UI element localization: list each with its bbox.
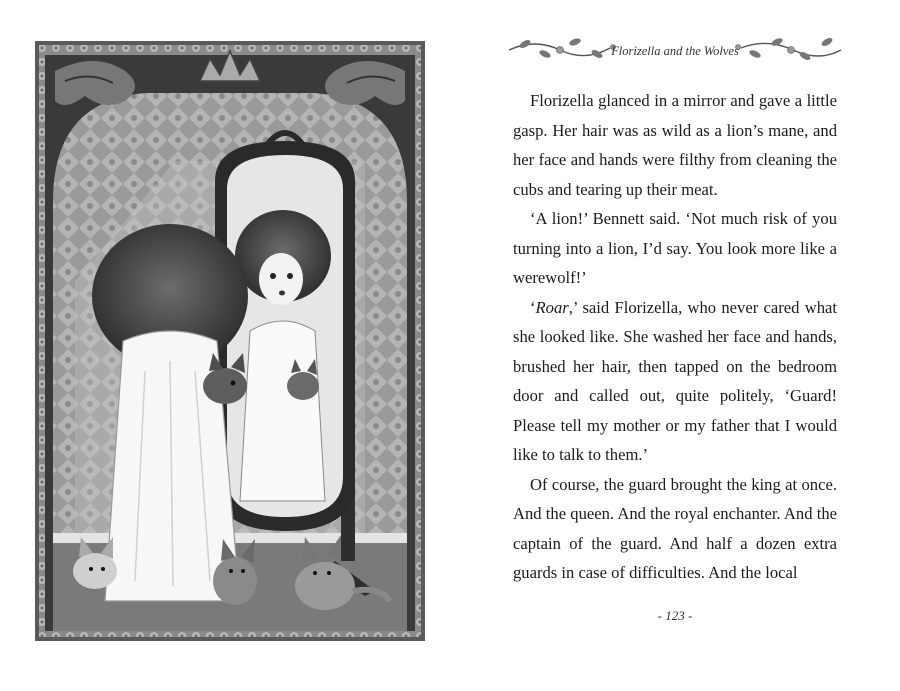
illustration-art	[35, 41, 425, 641]
page-number: - 123 -	[657, 608, 693, 623]
illustration	[35, 41, 425, 641]
italic-word: Roar	[535, 297, 569, 317]
paragraph-rest: ,’ said Florizella, who never cared what she looked like. She washed her face and hands, brushed her hair, then tapped on the bedroom door and called out, quite politely, ‘Guard! Please tell my mother or my father that I would like to talk to them.’	[513, 297, 837, 464]
open-quote: ‘	[530, 297, 536, 317]
running-header	[505, 30, 845, 70]
running-head-title: Florizella and the Wolves	[611, 44, 739, 58]
paragraph: Florizella glanced in a mirror and gave a little gasp. Her hair was as wild as a lion’s mane, and her face and hands were filthy from cleaning the cubs and tearing up their meat.	[513, 91, 837, 199]
paragraph: Of course, the guard brought the king at once. And the queen. And the royal enchanter. And the captain of the guard. And half a dozen extra guards in case of difficulties. And the local	[513, 474, 837, 582]
paragraph	[513, 293, 837, 470]
page-body	[513, 86, 837, 588]
paragraph: ‘A lion!’ Bennett said. ‘Not much risk of you turning into a lion, I’d say. You look more like a werewolf!’	[513, 209, 837, 287]
